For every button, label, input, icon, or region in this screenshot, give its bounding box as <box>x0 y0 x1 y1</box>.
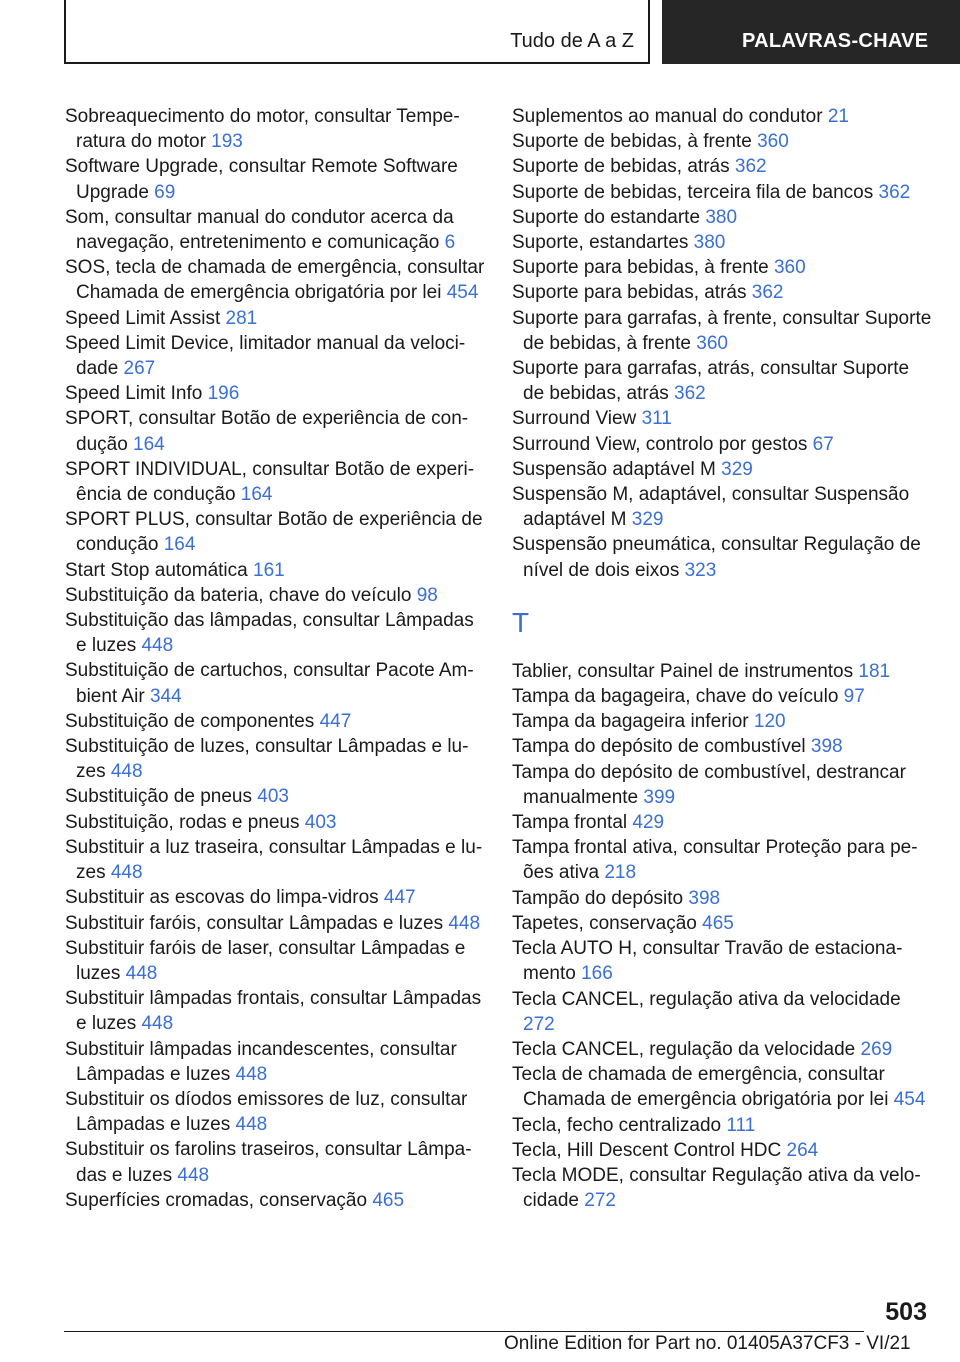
index-entry <box>65 784 485 809</box>
index-term: SOS, tecla de chamada de emergência, consultar Chamada de emergência obrigatória por lei <box>65 257 485 304</box>
page-reference-link[interactable]: 448 <box>235 1063 268 1085</box>
page-reference-link[interactable]: 120 <box>753 711 786 733</box>
page-reference-link[interactable]: 344 <box>149 685 182 707</box>
page-reference-link[interactable]: 448 <box>235 1114 268 1136</box>
index-entry <box>512 936 932 986</box>
page-reference-link[interactable]: 398 <box>810 736 843 758</box>
index-entry <box>512 104 932 129</box>
index-term: Substituição de cartuchos, consultar Pacote Ambient Air <box>65 660 474 707</box>
index-term: Substituir faróis, consultar Lâmpadas e luzes <box>65 912 449 934</box>
index-entry <box>512 457 932 482</box>
index-term: Som, consultar manual do condutor acerca da navegação, entretenimento e comunicação <box>65 206 454 254</box>
index-column-left <box>65 104 485 1213</box>
page-reference-link[interactable]: 398 <box>688 887 721 909</box>
page-reference-link[interactable]: 311 <box>641 408 672 430</box>
page-reference-link[interactable]: 362 <box>751 282 784 304</box>
index-term: Substituição de luzes, consultar Lâmpadas e luzes <box>65 736 469 783</box>
index-entry <box>65 658 485 708</box>
page-reference-link[interactable]: 399 <box>643 786 676 808</box>
page-reference-link[interactable]: 448 <box>110 862 143 884</box>
page-reference-link[interactable]: 403 <box>304 811 337 833</box>
page-reference-link[interactable]: 267 <box>123 358 156 380</box>
page-reference-link[interactable]: 196 <box>207 383 240 405</box>
index-term: Suporte para garrafas, atrás, consultar Suporte de bebidas, atrás <box>512 358 910 405</box>
index-entry <box>65 911 485 936</box>
index-entry <box>512 1138 932 1163</box>
page-reference-link[interactable]: 362 <box>674 383 706 405</box>
page-reference-link[interactable]: 98 <box>416 584 438 606</box>
page-reference-link[interactable]: 323 <box>684 559 717 581</box>
index-term: Suporte de bebidas, atrás <box>512 156 735 178</box>
index-entry <box>512 280 932 305</box>
index-term: Speed Limit Info <box>65 383 208 405</box>
page-reference-link[interactable]: 21 <box>827 106 849 127</box>
index-entry <box>65 1087 485 1137</box>
page-reference-link[interactable]: 193 <box>211 131 243 153</box>
page-reference-link[interactable]: 403 <box>257 786 289 808</box>
page-reference-link[interactable]: 329 <box>721 458 753 480</box>
index-term: Substituir lâmpadas frontais, consultar Lâmpadas e luzes <box>65 988 482 1035</box>
page-reference-link[interactable]: 448 <box>177 1164 210 1186</box>
section-title: Tudo de A a Z <box>510 30 634 52</box>
index-entry <box>512 911 932 936</box>
index-entry <box>512 886 932 911</box>
page-number: 503 <box>885 1298 927 1326</box>
index-term: Suporte de bebidas, à frente <box>512 131 758 153</box>
page-reference-link[interactable]: 166 <box>581 963 613 985</box>
index-term: Tampa da bagageira inferior <box>512 711 754 733</box>
index-entry <box>512 356 932 406</box>
page-reference-link[interactable]: 164 <box>240 484 273 506</box>
index-entry <box>512 230 932 255</box>
keywords-tab-label: PALAVRAS-CHAVE <box>742 30 929 52</box>
index-entry <box>65 104 485 154</box>
page-reference-link[interactable]: 97 <box>843 686 865 708</box>
index-entry <box>512 432 932 457</box>
page-reference-link[interactable]: 454 <box>893 1089 926 1111</box>
index-entry <box>65 885 485 910</box>
index-entry <box>65 558 485 583</box>
index-entry <box>512 987 932 1037</box>
page-reference-link[interactable]: 264 <box>786 1139 819 1161</box>
index-term: Suspensão M, adaptável, consultar Suspensão adaptável M <box>512 484 910 531</box>
index-term: Tecla, Hill Descent Control HDC <box>512 1139 787 1161</box>
index-term: Tecla AUTO H, consultar Travão de estacionamento <box>512 938 903 985</box>
edition-footer: Online Edition for Part no. 01405A37CF3 - VI/21 <box>504 1333 911 1354</box>
index-term: Substituição de componentes <box>65 710 320 732</box>
page-reference-link[interactable]: 164 <box>163 534 196 556</box>
index-term: Tecla, fecho centralizado <box>512 1114 727 1136</box>
index-term: Suporte para bebidas, atrás <box>512 282 752 304</box>
index-entry <box>65 1037 485 1087</box>
index-entry <box>512 835 932 885</box>
index-entry <box>512 810 932 835</box>
index-entry <box>512 205 932 230</box>
index-term: Tampa frontal <box>512 812 633 834</box>
page-reference-link[interactable]: 164 <box>133 433 165 455</box>
index-term: Substituir faróis de laser, consultar Lâmpadas e luzes <box>65 937 466 984</box>
page-reference-link[interactable]: 448 <box>448 912 481 934</box>
index-term: Substituição da bateria, chave do veículo <box>65 584 417 606</box>
index-entry <box>65 306 485 331</box>
index-term: Substituição, rodas e pneus <box>65 811 305 833</box>
index-entry <box>65 835 485 885</box>
index-term: Surround View <box>512 408 642 430</box>
index-term: Substituir os farolins traseiros, consultar Lâmpadas e luzes <box>65 1139 472 1186</box>
page-reference-link[interactable]: 272 <box>584 1190 616 1212</box>
index-entry <box>512 1037 932 1062</box>
index-term: Tecla CANCEL, regulação ativa da velocidade <box>512 988 901 1010</box>
page-reference-link[interactable]: 161 <box>253 559 285 581</box>
index-entry <box>512 255 932 280</box>
index-entry <box>65 608 485 658</box>
page-reference-link[interactable]: 218 <box>604 862 637 884</box>
footer-divider <box>64 1331 864 1332</box>
index-entry <box>512 659 932 684</box>
index-term: Tecla CANCEL, regulação da velocidade <box>512 1038 861 1060</box>
page-reference-link[interactable]: 362 <box>734 156 767 178</box>
index-entry <box>512 180 932 205</box>
index-term: Tablier, consultar Painel de instrumentos <box>512 660 859 682</box>
page-reference-link[interactable]: 360 <box>757 131 789 153</box>
index-entry <box>512 406 932 431</box>
index-entry <box>512 532 932 582</box>
page-reference-link[interactable]: 448 <box>125 962 158 984</box>
index-term: Suporte, estandartes <box>512 232 694 254</box>
index-term: Suspensão pneumática, consultar Regulação de nível de dois eixos <box>512 534 921 581</box>
page-reference-link[interactable]: 360 <box>696 332 728 354</box>
page-reference-link[interactable]: 448 <box>141 1013 174 1035</box>
page-reference-link[interactable]: 360 <box>773 257 806 279</box>
index-entry <box>65 406 485 456</box>
index-entry <box>65 255 485 305</box>
index-term: Speed Limit Assist <box>65 307 226 329</box>
index-entry <box>65 583 485 608</box>
index-term: Tapetes, conservação <box>512 912 703 934</box>
index-term: Suporte para garrafas, à frente, consultar Suporte de bebidas, à frente <box>512 307 932 354</box>
index-entry <box>65 810 485 835</box>
index-entry <box>65 709 485 734</box>
index-term: Tecla MODE, consultar Regulação ativa da velocidade <box>512 1164 921 1212</box>
page-reference-link[interactable]: 448 <box>141 635 174 657</box>
keywords-tab <box>662 0 960 64</box>
index-term: Suporte para bebidas, à frente <box>512 257 774 279</box>
page-reference-link[interactable]: 380 <box>705 206 738 228</box>
index-term: Surround View, controlo por gestos <box>512 433 813 455</box>
index-term: Substituir as escovas do limpa-vidros <box>65 887 384 909</box>
page-reference-link[interactable]: 429 <box>632 812 665 834</box>
index-entry <box>65 986 485 1036</box>
index-column-right <box>512 104 932 1213</box>
index-entry <box>65 154 485 204</box>
index-entry <box>512 129 932 154</box>
page-reference-link[interactable]: 272 <box>523 1013 555 1035</box>
index-term: SPORT PLUS, consultar Botão de experiência de condução <box>65 509 483 556</box>
index-entry <box>512 709 932 734</box>
page-reference-link[interactable]: 380 <box>693 232 726 254</box>
index-term: Tampa do depósito de combustível <box>512 736 811 758</box>
index-entry <box>512 1163 932 1213</box>
index-term: Superfícies cromadas, conservação <box>65 1189 373 1211</box>
section-letter-t: T <box>512 606 530 638</box>
index-entry <box>65 331 485 381</box>
index-term: Tampão do depósito <box>512 887 689 909</box>
index-term: Substituir os díodos emissores de luz, consultar Lâmpadas e luzes <box>65 1088 468 1136</box>
index-term: Suporte do estandarte <box>512 206 706 228</box>
index-entry <box>512 760 932 810</box>
index-term: Tampa da bagageira, chave do veículo <box>512 686 844 708</box>
index-term: Suporte de bebidas, terceira fila de bancos <box>512 181 879 203</box>
index-entry <box>65 734 485 784</box>
index-term: Substituir lâmpadas incandescentes, consultar Lâmpadas e luzes <box>65 1038 457 1085</box>
page-reference-link[interactable]: 454 <box>446 282 479 304</box>
index-term: Suspensão adaptável M <box>512 458 722 480</box>
page-reference-link[interactable]: 448 <box>110 761 143 783</box>
index-term: Start Stop automática <box>65 559 253 581</box>
index-entry <box>65 936 485 986</box>
index-group-s <box>512 104 932 583</box>
index-term: Substituição das lâmpadas, consultar Lâmpadas e luzes <box>65 610 474 657</box>
index-entry <box>65 205 485 255</box>
index-term: Sobreaquecimento do motor, consultar Temperatura do motor <box>65 106 460 153</box>
index-entry <box>65 1188 485 1213</box>
header-box <box>64 0 650 64</box>
index-entry <box>65 457 485 507</box>
index-term: Tampa do depósito de combustível, destrancar manualmente <box>512 761 906 808</box>
index-term: Tecla de chamada de emergência, consultar Chamada de emergência obrigatória por lei <box>512 1064 894 1111</box>
index-entry <box>65 1137 485 1187</box>
page-reference-link[interactable]: 447 <box>383 887 416 909</box>
index-entry <box>65 381 485 406</box>
index-term: Tampa frontal ativa, consultar Proteção para peões ativa <box>512 837 918 884</box>
index-term: Suplementos ao manual do condutor <box>512 106 828 127</box>
page-reference-link[interactable]: 269 <box>860 1038 893 1060</box>
page-reference-link[interactable]: 69 <box>154 181 176 203</box>
page-reference-link[interactable]: 447 <box>319 710 352 732</box>
index-term: Substituir a luz traseira, consultar Lâmpadas e luzes <box>65 836 483 884</box>
page-reference-link[interactable]: 281 <box>225 307 258 329</box>
page-reference-link[interactable]: 6 <box>444 232 456 254</box>
index-entry <box>65 507 485 557</box>
index-entry <box>512 734 932 759</box>
index-term: Software Upgrade, consultar Remote Software Upgrade <box>65 156 458 203</box>
index-term: Speed Limit Device, limitador manual da velocidade <box>65 332 466 380</box>
page-reference-link[interactable]: 111 <box>726 1114 756 1136</box>
index-entry <box>512 684 932 709</box>
page-reference-link[interactable]: 362 <box>878 181 911 203</box>
index-term: Substituição de pneus <box>65 786 258 808</box>
page-reference-link[interactable]: 329 <box>631 509 664 531</box>
index-entry <box>512 1062 932 1112</box>
page-reference-link[interactable]: 67 <box>812 433 834 455</box>
index-entry <box>512 482 932 532</box>
index-group-t <box>512 659 932 1213</box>
index-entry <box>512 306 932 356</box>
page-reference-link[interactable]: 465 <box>372 1189 405 1211</box>
index-entry <box>512 1113 932 1138</box>
index-entry <box>512 154 932 179</box>
page-reference-link[interactable]: 181 <box>858 660 891 682</box>
page-reference-link[interactable]: 465 <box>702 912 734 934</box>
index-term: SPORT INDIVIDUAL, consultar Botão de experiência de condução <box>65 458 475 506</box>
index-term: SPORT, consultar Botão de experiência de condução <box>65 408 469 455</box>
